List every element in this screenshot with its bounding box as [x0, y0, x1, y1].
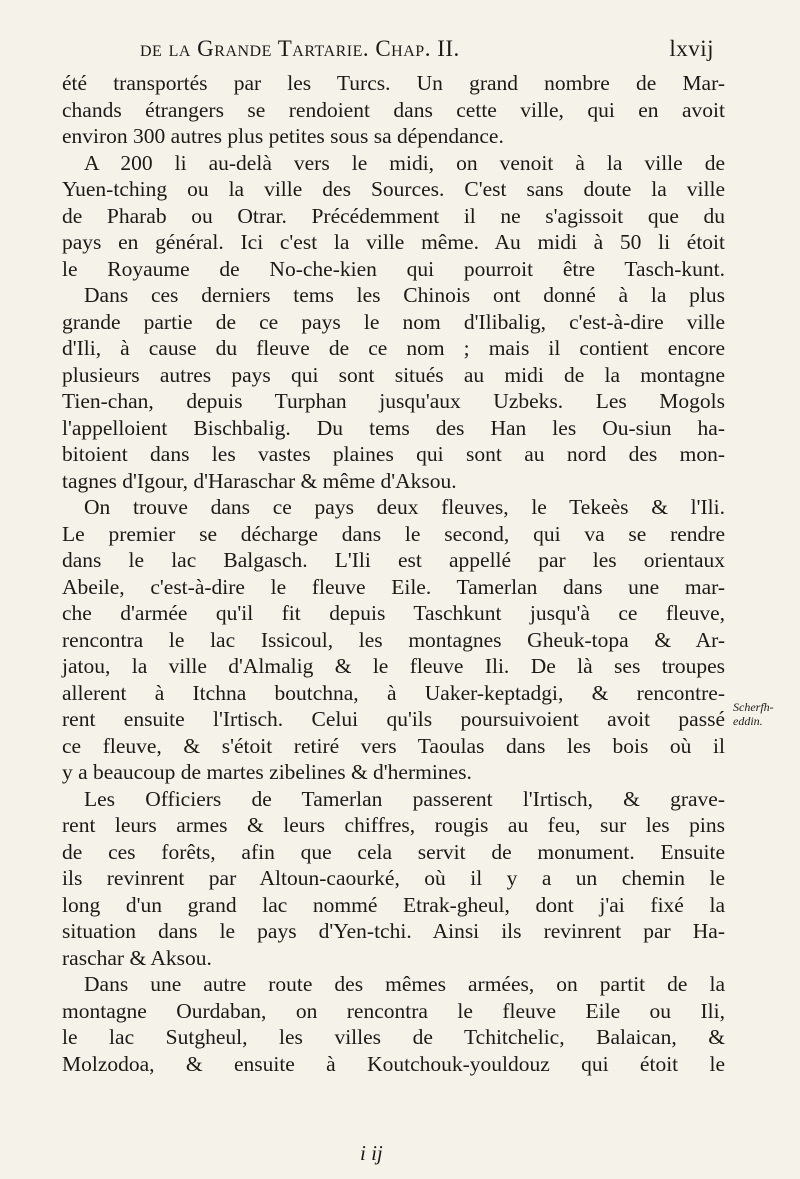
text-line: bitoient dans les vastes plaines qui sont au nord des mon- [62, 442, 725, 466]
signature-mark: i ij [360, 1141, 383, 1165]
text-line: rent ensuite l'Irtisch. Celui qu'ils poursuivoient avoit passé [62, 707, 725, 731]
text-line: d'Ili, à cause du fleuve de ce nom ; mais il contient encore [62, 336, 725, 360]
text-line: Tien-chan, depuis Turphan jusqu'aux Uzbeks. Les Mogols [62, 389, 725, 413]
text-line: raschar & Aksou. [62, 945, 212, 970]
text-line: allerent à Itchna boutchna, à Uaker-keptadgi, & rencontre- [62, 680, 725, 705]
text-line: rent leurs armes & leurs chiffres, rougis au feu, sur les pins [62, 813, 725, 837]
running-title: de la Grande Tartarie. Chap. II. [140, 36, 460, 61]
text-line: de ces forêts, afin que cela servit de monument. Ensuite [62, 839, 725, 864]
text-line: l'appelloient Bischbalig. Du tems des Han les Ou-siun ha- [62, 415, 725, 440]
body-text [62, 70, 725, 1077]
text-line: pays en général. Ici c'est la ville même. Au midi à 50 li étoit [62, 230, 725, 254]
text-line: long d'un grand lac nommé Etrak-gheul, dont j'ai fixé la [62, 892, 725, 917]
text-line: plusieurs autres pays qui sont situés au midi de la montagne [62, 362, 725, 387]
text-line: grande partie de ce pays le nom d'Ilibalig, c'est-à-dire ville [62, 309, 725, 334]
text-line: chands étrangers se rendoient dans cette ville, qui en avoit [62, 97, 725, 122]
text-line: situation dans le pays d'Yen-tchi. Ainsi ils revinrent par Ha- [62, 919, 725, 943]
page-number: lxvij [669, 36, 714, 61]
text-line: jatou, la ville d'Almalig & le fleuve Ili. De là ses troupes [62, 654, 725, 678]
text-line: y a beaucoup de martes zibelines & d'hermines. [62, 760, 472, 784]
text-line: Abeile, c'est-à-dire le fleuve Eile. Tamerlan dans une mar- [62, 574, 725, 599]
text-line: le lac Sutgheul, les villes de Tchitchelic, Balaican, & [62, 1025, 725, 1049]
text-line: Dans une autre route des mêmes armées, on partit de la [84, 972, 725, 996]
text-line: montagne Ourdaban, on rencontra le fleuve Eile ou Ili, [62, 998, 725, 1023]
text-line: ils revinrent par Altoun-caourké, où il y a un chemin le [62, 866, 725, 890]
text-line: tagnes d'Igour, d'Haraschar & même d'Aksou. [62, 468, 457, 493]
margin-note-line: eddin. [733, 714, 763, 728]
margin-note-line: Scherfh- [733, 700, 774, 714]
margin-note [733, 700, 795, 728]
text-line: Les Officiers de Tamerlan passerent l'Irtisch, & grave- [84, 786, 725, 811]
text-line: dans le lac Balgasch. L'Ili est appellé par les orientaux [62, 548, 725, 572]
text-line: Molzodoa, & ensuite à Koutchouk-youldouz qui étoit le [62, 1051, 725, 1076]
text-line: che d'armée qu'il fit depuis Taschkunt jusqu'à ce fleuve, [62, 601, 725, 625]
text-line: A 200 li au-delà vers le midi, on venoit à la ville de [84, 150, 725, 175]
text-line: On trouve dans ce pays deux fleuves, le Tekeès & l'Ili. [84, 495, 725, 519]
text-line: Yuen-tching ou la ville des Sources. C'est sans doute la ville [62, 177, 725, 201]
text-line: de Pharab ou Otrar. Précédemment il ne s'agissoit que du [62, 203, 725, 228]
text-line: ce fleuve, & s'étoit retiré vers Taoulas dans les bois où il [62, 733, 725, 758]
running-head [140, 36, 714, 70]
text-line: environ 300 autres plus petites sous sa dépendance. [62, 124, 504, 148]
text-line: Le premier se décharge dans le second, qui va se rendre [62, 521, 725, 546]
text-line: Dans ces derniers tems les Chinois ont donné à la plus [84, 283, 725, 307]
text-line: le Royaume de No-che-kien qui pourroit être Tasch-kunt. [62, 256, 725, 281]
text-line: rencontra le lac Issicoul, les montagnes Gheuk-topa & Ar- [62, 627, 725, 652]
text-line: été transportés par les Turcs. Un grand nombre de Mar- [62, 71, 725, 95]
